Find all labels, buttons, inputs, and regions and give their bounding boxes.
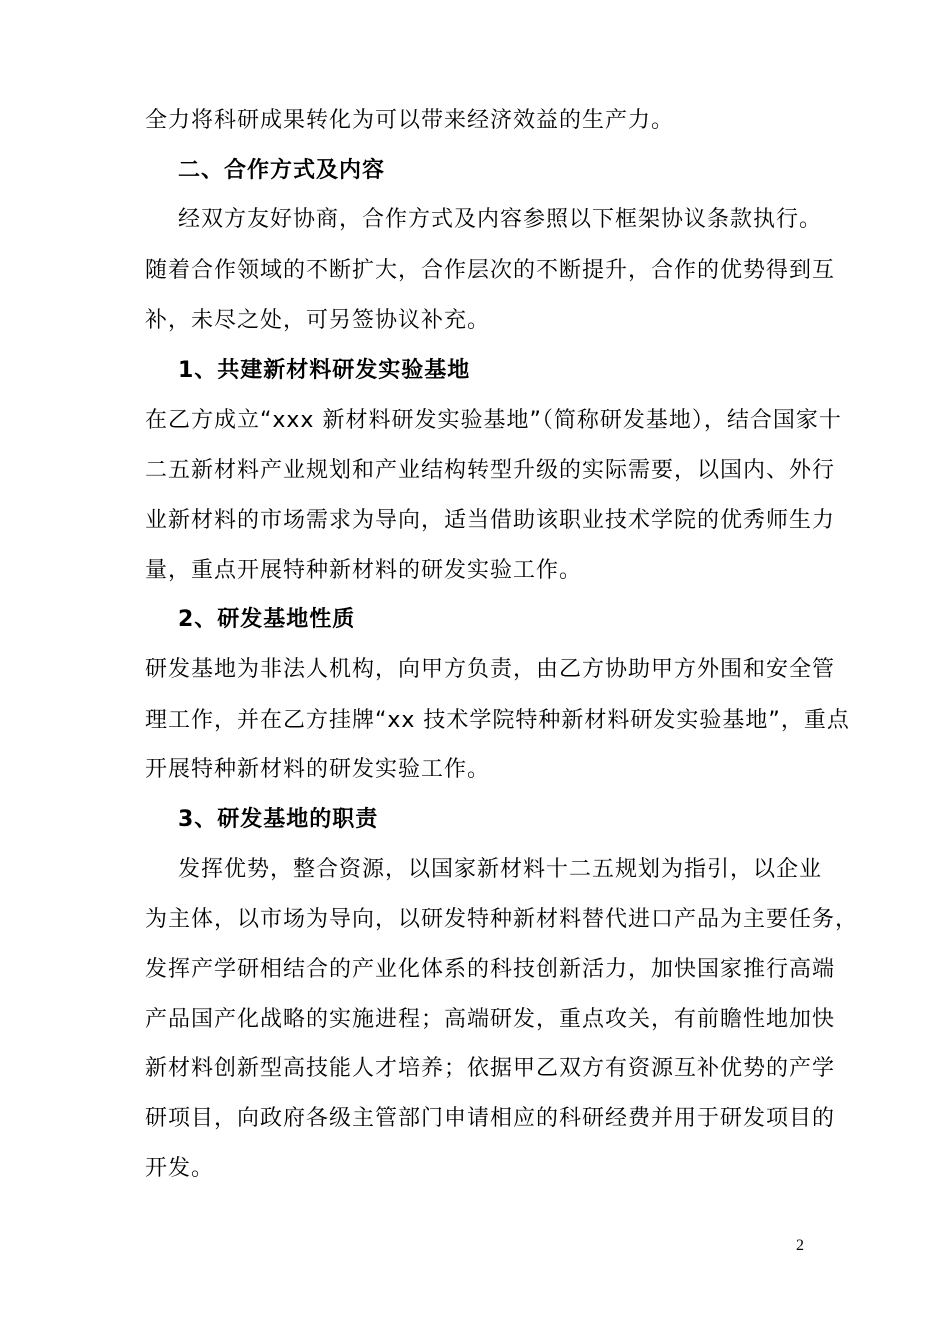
body-text-line: 补，未尽之处，可另签协议补充。 [145,308,491,333]
body-text-line: 开展特种新材料的研发实验工作。 [145,757,491,782]
body-text-line: 二五新材料产业规划和产业结构转型升级的实际需要，以国内、外行 [145,458,836,483]
body-text-line: 新材料创新型高技能人才培养；依据甲乙双方有资源互补优势的产学 [145,1056,836,1081]
subsection-heading: 2、研发基地性质 [178,607,356,632]
subsection-heading: 3、研发基地的职责 [178,807,379,832]
page-number: 2 [796,1237,804,1254]
body-text-line: 理工作，并在乙方挂牌“xx 技术学院特种新材料研发实验基地”，重点 [145,708,850,733]
body-text-line: 发挥产学研相结合的产业化体系的科技创新活力，加快国家推行高端 [145,957,836,982]
body-text-line: 在乙方成立“xxx 新材料研发实验基地”（简称研发基地），结合国家十 [145,408,842,433]
body-text-line: 量，重点开展特种新材料的研发实验工作。 [145,558,583,583]
body-text-line: 业新材料的市场需求为导向，适当借助该职业技术学院的优秀师生力 [145,508,836,533]
body-text-line: 经双方友好协商，合作方式及内容参照以下框架协议条款执行。 [178,207,823,232]
subsection-heading: 1、共建新材料研发实验基地 [178,358,471,383]
body-text-line: 为主体，以市场为导向，以研发特种新材料替代进口产品为主要任务， [145,907,859,932]
body-text-line: 产品国产化战略的实施进程；高端研发，重点攻关，有前瞻性地加快 [145,1007,836,1032]
body-text-line: 随着合作领域的不断扩大，合作层次的不断提升，合作的优势得到互 [145,258,836,283]
section-heading: 二、合作方式及内容 [178,158,386,183]
body-text-line: 发挥优势，整合资源，以国家新材料十二五规划为指引，以企业 [178,857,823,882]
body-text-line: 研发基地为非法人机构，向甲方负责，由乙方协助甲方外围和安全管 [145,657,836,682]
body-text-line: 全力将科研成果转化为可以带来经济效益的生产力。 [145,108,675,133]
body-text-line: 开发。 [145,1156,215,1181]
body-text-line: 研项目，向政府各级主管部门申请相应的科研经费并用于研发项目的 [145,1106,836,1131]
